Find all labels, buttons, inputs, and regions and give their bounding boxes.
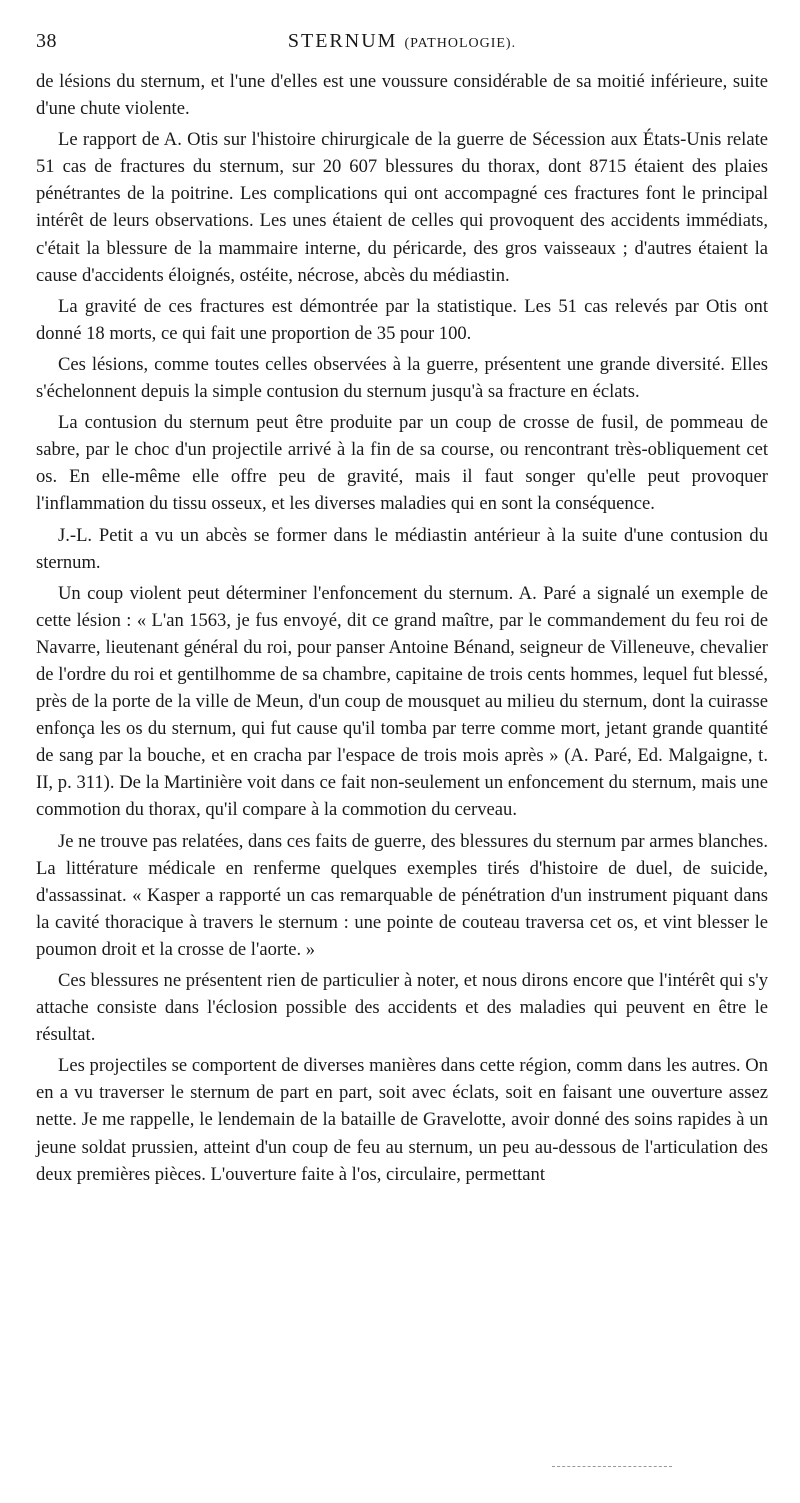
- paragraph: Ces blessures ne présentent rien de particulier à noter, et nous dirons encore que l'intérêt qui s'y attache consiste dans l'éclosion possible des accidents et des maladies qui peuvent en être le résultat.: [36, 970, 768, 1046]
- book-page: [36, 30, 768, 1192]
- paragraph: Je ne trouve pas relatées, dans ces faits de guerre, des blessures du sternum par armes blanches. La littérature médicale en renferme quelques exemples tirés d'histoire de duel, de suicide, d'assassinat. « Kasper a rapporté un cas remarquable de pénétration d'un instrument piquant dans la cavité thoracique à travers le sternum : une pointe de couteau traversa cet os, et vint blesser le poumon droit et la crosse de l'aorte. »: [36, 830, 768, 960]
- page-number: 38: [36, 30, 57, 52]
- body-text: [36, 68, 768, 1188]
- paragraph: La contusion du sternum peut être produite par un coup de crosse de fusil, de pommeau de sabre, par le choc d'un projectile arrivé à la fin de sa course, ou rencontrant très-obliquement cet os. En elle-même elle offre peu de gravité, mais il faut songer qu'elle peut provoquer l'inflammation du tissu osseux, et les diverses maladies qui en sont la conséquence.: [36, 412, 768, 515]
- paragraph: Un coup violent peut déterminer l'enfoncement du sternum. A. Paré a signalé un exemple de cette lésion : « L'an 1563, je fus envoyé, dit ce grand maître, par le commandement du feu roi de Navarre, lieutenant général du roi, pour panser Antoine Bénand, seigneur de Villeneuve, chevalier de l'ordre du roi et gentilhomme de sa chambre, capitaine de trois cents hommes, lequel fut blessé, près de la porte de la ville de Meun, d'un coup de mousquet au milieu du sternum, dont la cuirasse enfonça les os du sternum, qui fut cause qu'il tomba par terre comme mort, jetant grande quantité de sang par la bouche, et en cracha par l'espace de trois mois après » (A. Paré, Ed. Malgaigne, t. II, p. 311). De la Martinière voit dans ce fait non-seulement un enfoncement du sternum, mais une commotion du thorax, qu'il compare à la commotion du cerveau.: [36, 582, 768, 821]
- paragraph: de lésions du sternum, et l'une d'elles est une voussure considérable de sa moitié inférieure, suite d'une chute violente.: [36, 71, 768, 120]
- running-head-title: STERNUM: [287, 30, 398, 52]
- paragraph: La gravité de ces fractures est démontrée par la statistique. Les 51 cas relevés par Otis ont donné 18 morts, ce qui fait une proportion de 35 pour 100.: [36, 295, 768, 344]
- paragraph: Le rapport de A. Otis sur l'histoire chirurgicale de la guerre de Sécession aux États-Unis relate 51 cas de fractures du sternum, sur 20 607 blessures du thorax, dont 8715 étaient des plaies pénétrantes de la poitrine. Les complications qui ont accompagné ces fractures font le principal intérêt de leurs observations. Les unes étaient de celles qui provoquent des accidents immédiats, c'était la blessure de la mammaire interne, du péricarde, des gros vaisseaux ; d'autres étaient la cause d'accidents éloignés, ostéite, nécrose, abcès du médiastin.: [36, 129, 768, 286]
- paragraph: J.-L. Petit a vu un abcès se former dans le médiastin antérieur à la suite d'une contusion du sternum.: [36, 524, 768, 573]
- footer-divider: [552, 1466, 672, 1469]
- paragraph: Ces lésions, comme toutes celles observées à la guerre, présentent une grande diversité. Elles s'échelonnent depuis la simple contusion du sternum jusqu'à sa fracture en éclats.: [36, 353, 768, 403]
- page-header: [36, 30, 768, 60]
- paragraph: Les projectiles se comportent de diverses manières dans cette région, comm dans les autres. On en a vu traverser le sternum de part en part, soit avec éclats, soit en faisant une ouverture assez nette. Je me rappelle, le lendemain de la bataille de Gravelotte, avoir donné des soins rapides à un jeune soldat prussien, atteint d'un coup de feu au sternum, un peu au-dessous de l'articulation des deux premières pièces. L'ouverture faite à l'os, circulaire, permettant: [36, 1055, 768, 1185]
- running-head: [36, 30, 768, 53]
- running-head-subtitle: (PATHOLOGIE).: [404, 36, 517, 51]
